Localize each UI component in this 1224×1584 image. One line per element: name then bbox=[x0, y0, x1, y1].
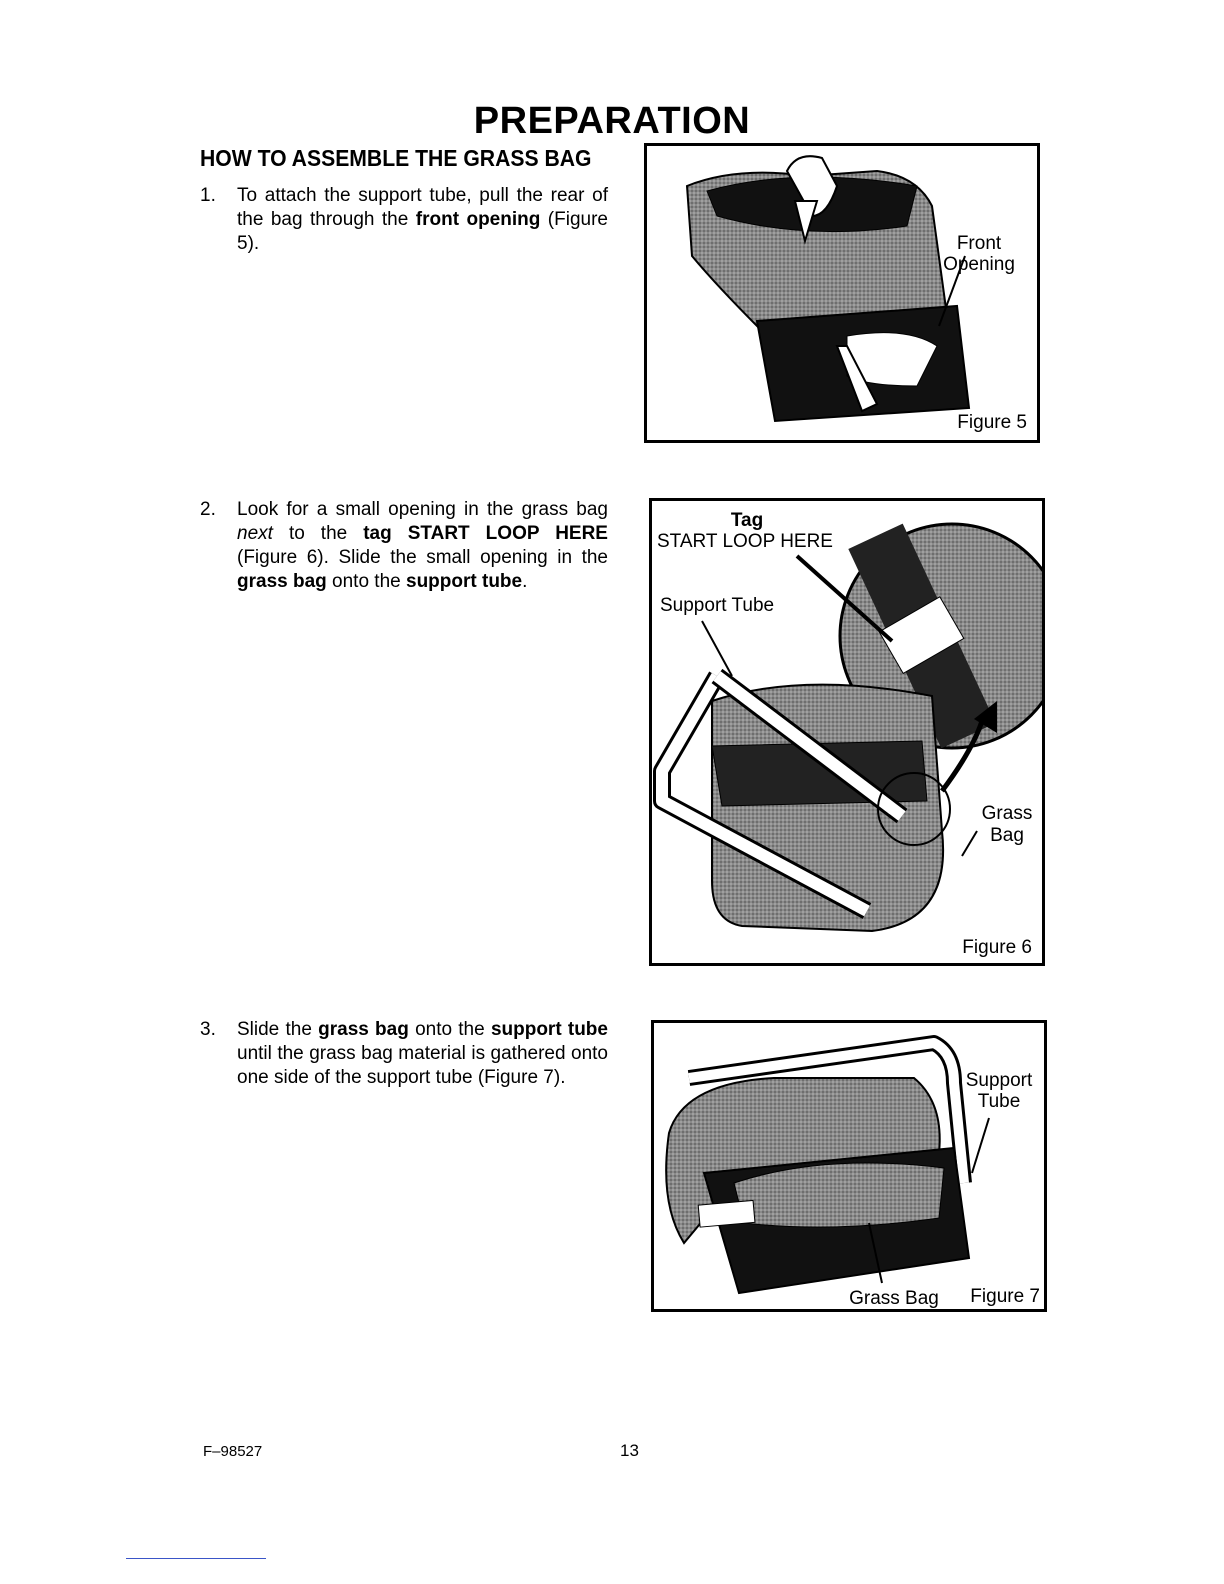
grass-bag-leader bbox=[962, 831, 977, 856]
support-tube-label-1: Support bbox=[965, 1070, 1033, 1091]
figure-6-illustration bbox=[652, 501, 1042, 963]
step-text-segment: Look for a small opening in the grass bag bbox=[237, 499, 608, 520]
tag-label: Tag bbox=[730, 510, 764, 531]
bottom-rule bbox=[126, 1558, 266, 1559]
step-text bbox=[237, 1018, 608, 1090]
grass-bag-label: Grass Bag bbox=[849, 1288, 939, 1309]
figure-5 bbox=[644, 143, 1040, 443]
bold-text: grass bag bbox=[237, 571, 327, 592]
start-loop-here-label: START LOOP HERE bbox=[657, 531, 833, 552]
support-tube-leader bbox=[702, 621, 732, 676]
step-number: 3. bbox=[200, 1019, 216, 1040]
figure-6-caption: Figure 6 bbox=[962, 937, 1032, 958]
bold-text: support tube bbox=[490, 1019, 608, 1040]
figure-6 bbox=[649, 498, 1045, 966]
figure-7 bbox=[651, 1020, 1047, 1312]
support-tube-leader bbox=[972, 1118, 989, 1173]
figure-7-caption: Figure 7 bbox=[970, 1286, 1040, 1307]
step-text-segment: (Figure 6). Slide the small opening in the bbox=[237, 547, 608, 568]
support-tube-label: Support Tube bbox=[660, 595, 775, 616]
front-opening-label-1: Front bbox=[956, 233, 1002, 254]
grass-bag-label-2: Bag bbox=[990, 825, 1024, 846]
step-text-segment: . bbox=[522, 571, 528, 592]
front-opening-label-2: Opening bbox=[943, 254, 1015, 275]
bold-text: grass bag bbox=[318, 1019, 409, 1040]
page-number: 13 bbox=[620, 1441, 639, 1460]
figure-7-illustration bbox=[654, 1023, 1044, 1309]
step-text bbox=[237, 498, 608, 594]
bold-text: support tube bbox=[406, 571, 523, 592]
support-tube-label-2: Tube bbox=[977, 1091, 1021, 1112]
bold-text: tag START LOOP HERE bbox=[363, 523, 608, 544]
bold-text: front opening bbox=[415, 209, 541, 230]
step-text bbox=[237, 184, 608, 256]
italic-text: next bbox=[237, 523, 273, 544]
figure-5-illustration bbox=[647, 146, 1037, 440]
instruction-step-1 bbox=[200, 184, 608, 256]
figure-5-caption: Figure 5 bbox=[957, 412, 1027, 433]
page-title: PREPARATION bbox=[473, 100, 751, 142]
grass-bag-label-1: Grass bbox=[981, 803, 1033, 824]
step-text-segment: (Figure 5). bbox=[237, 209, 608, 254]
step-text-segment: onto the bbox=[326, 571, 406, 592]
step-text-segment: to the bbox=[272, 523, 364, 544]
step-text-segment: Slide the bbox=[237, 1019, 319, 1040]
step-number: 1. bbox=[200, 185, 216, 206]
document-code: F–98527 bbox=[203, 1443, 263, 1460]
step-number: 2. bbox=[200, 499, 216, 520]
section-title: HOW TO ASSEMBLE THE GRASS BAG bbox=[200, 145, 592, 171]
step-text-segment: onto the bbox=[408, 1019, 491, 1040]
step-text-segment: To attach the support tube, pull the rear of the bag through the bbox=[237, 185, 608, 230]
instruction-step-2 bbox=[200, 498, 608, 594]
step-text-segment: until the grass bag material is gathered onto one side of the support tube (Figure 7). bbox=[237, 1043, 608, 1088]
tag-icon bbox=[698, 1200, 755, 1227]
instruction-step-3 bbox=[200, 1018, 608, 1090]
